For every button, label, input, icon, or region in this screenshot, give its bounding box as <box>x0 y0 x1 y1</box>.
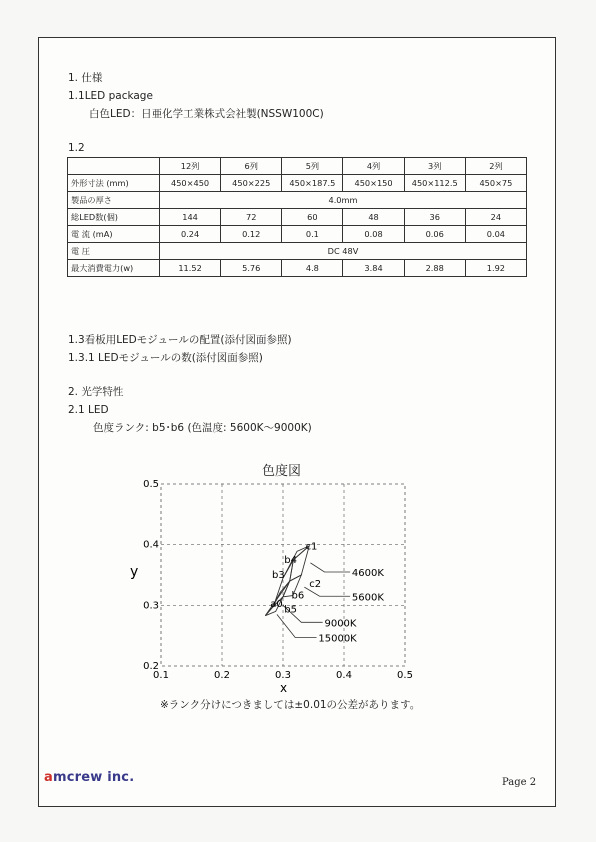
table-cell: 48 <box>343 209 404 226</box>
section-1-heading: 1. 仕様 <box>68 72 103 84</box>
table-cell: 450×450 <box>160 175 221 192</box>
table-row <box>68 260 527 277</box>
table-cell: 0.12 <box>221 226 282 243</box>
table-row-label: 製品の厚さ <box>68 192 160 209</box>
temperature-label: 4600K <box>351 568 384 580</box>
table-merged-cell: 4.0mm <box>160 192 527 209</box>
rank-label: b3 <box>272 570 285 582</box>
table-cell: 450×112.5 <box>404 175 465 192</box>
table-row <box>68 209 527 226</box>
table-header-cell: 3列 <box>404 158 465 175</box>
section-2-heading: 2. 光学特性 <box>68 386 124 398</box>
table-cell: 60 <box>282 209 343 226</box>
table-cell: 450×225 <box>221 175 282 192</box>
table-cell: 0.1 <box>282 226 343 243</box>
table-cell: 450×150 <box>343 175 404 192</box>
table-cell: 3.84 <box>343 260 404 277</box>
table-cell: 5.76 <box>221 260 282 277</box>
table-cell: 450×75 <box>465 175 526 192</box>
x-tick-label: 0.5 <box>397 670 413 681</box>
led-package-line: 白色LED：日亜化学工業株式会社製(NSSW100C) <box>89 108 324 120</box>
table-row-label: 電 圧 <box>68 243 160 260</box>
table-cell: 4.8 <box>282 260 343 277</box>
y-tick-label: 0.2 <box>143 661 159 672</box>
temperature-label: 9000K <box>324 618 357 630</box>
rank-label: b6 <box>291 590 305 602</box>
y-axis-label: y <box>130 564 139 580</box>
tolerance-note: ※ランク分けにつきましては±0.01の公差があります。 <box>160 699 421 711</box>
x-tick-label: 0.1 <box>153 670 169 681</box>
temperature-label: 15000K <box>318 633 357 645</box>
chromaticity-rank-line: 色度ランク: b5･b6 (色温度: 5600K～9000K) <box>93 422 312 434</box>
table-row <box>68 226 527 243</box>
table-header-cell: 4列 <box>343 158 404 175</box>
rank-label: c1 <box>305 541 318 553</box>
table-row-label: 外形寸法 (mm) <box>68 175 160 192</box>
table-row-label: 最大消費電力(w) <box>68 260 160 277</box>
section-1-3-1-heading: 1.3.1 LEDモジュールの数(添付図面参照) <box>68 352 263 364</box>
x-tick-label: 0.3 <box>275 670 291 681</box>
section-1-3-heading: 1.3看板用LEDモジュールの配置(添付図面参照) <box>68 334 292 346</box>
rank-label: b4 <box>284 554 297 566</box>
x-tick-label: 0.2 <box>214 670 230 681</box>
chart-title: 色度図 <box>262 464 302 479</box>
y-tick-label: 0.3 <box>143 600 159 612</box>
table-row-label: 電 流 (mA) <box>68 226 160 243</box>
table-cell: 1.92 <box>465 260 526 277</box>
x-tick-label: 0.4 <box>336 670 352 681</box>
table-cell: 0.04 <box>465 226 526 243</box>
table-cell: 144 <box>160 209 221 226</box>
rank-label: b5 <box>284 604 297 616</box>
table-cell: 36 <box>404 209 465 226</box>
table-header-cell: 5列 <box>282 158 343 175</box>
temperature-label: 5600K <box>351 592 384 604</box>
table-header-cell: 2列 <box>465 158 526 175</box>
table-row <box>68 175 527 192</box>
table-row <box>68 192 527 209</box>
table-row-label: 総LED数(個) <box>68 209 160 226</box>
y-tick-label: 0.5 <box>143 479 159 490</box>
table-cell: 24 <box>465 209 526 226</box>
spec-table <box>67 157 527 277</box>
table-cell: 0.06 <box>404 226 465 243</box>
table-row <box>68 243 527 260</box>
table-cell: 2.88 <box>404 260 465 277</box>
section-1-1-heading: 1.1LED package <box>68 90 153 102</box>
table-cell: 0.24 <box>160 226 221 243</box>
table-header-row <box>68 158 527 175</box>
company-logo: amcrew inc. <box>44 770 135 785</box>
table-cell: 11.52 <box>160 260 221 277</box>
section-1-2-heading: 1.2 <box>68 142 85 154</box>
page-number: Page 2 <box>502 777 537 788</box>
x-axis-label: x <box>280 681 288 695</box>
section-2-1-heading: 2.1 LED <box>68 404 109 416</box>
table-header-cell: 12列 <box>160 158 221 175</box>
table-header-cell: 6列 <box>221 158 282 175</box>
rank-label: c2 <box>309 579 322 591</box>
y-tick-label: 0.4 <box>143 539 159 551</box>
table-header-cell <box>68 158 160 175</box>
table-cell: 72 <box>221 209 282 226</box>
rank-label: a0 <box>270 599 283 611</box>
table-merged-cell: DC 48V <box>160 243 527 260</box>
table-cell: 450×187.5 <box>282 175 343 192</box>
table-cell: 0.08 <box>343 226 404 243</box>
